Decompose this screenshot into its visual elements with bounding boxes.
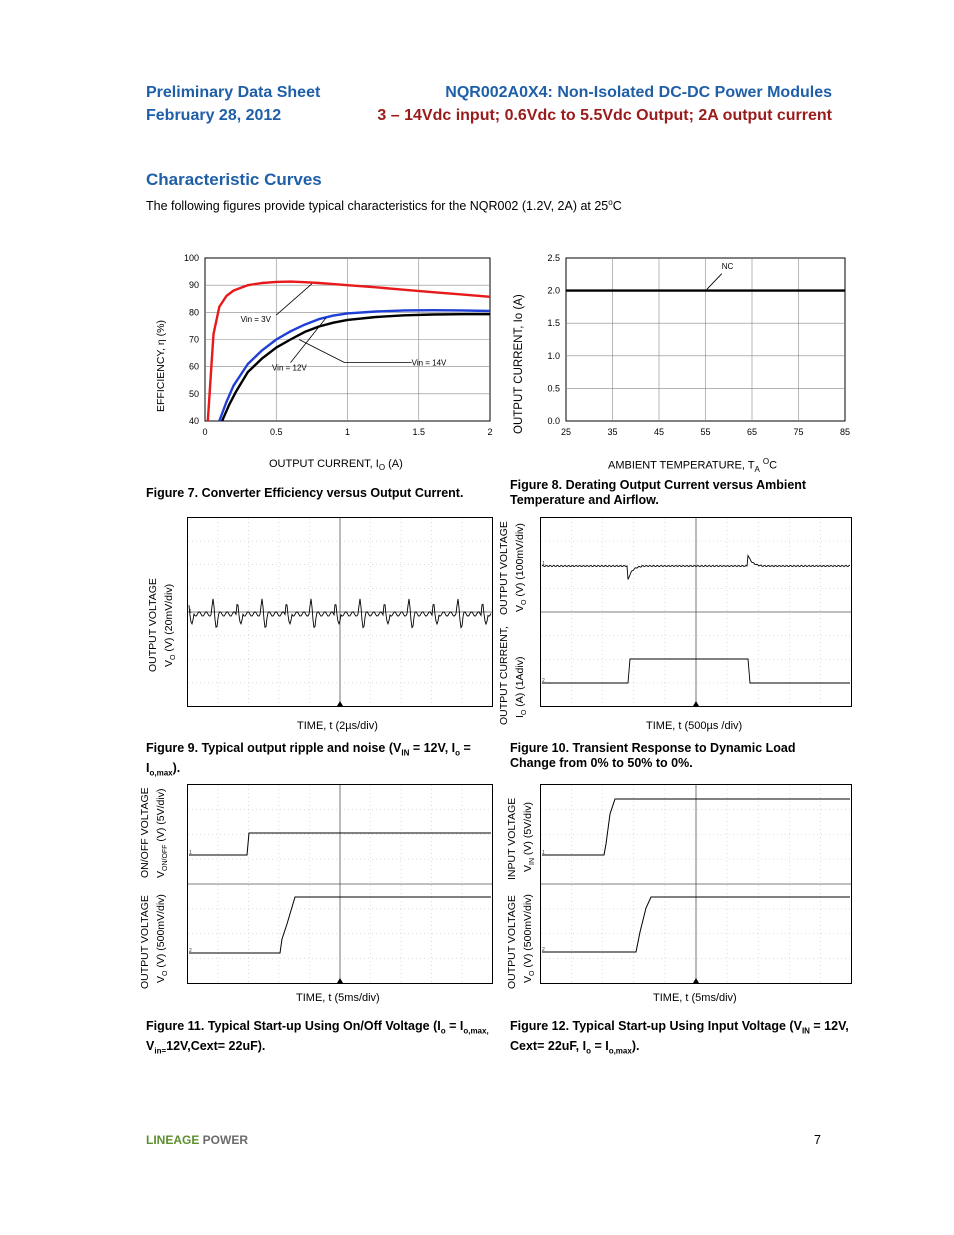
fig11-xlabel: TIME, t (5ms/div) [296, 992, 380, 1004]
fig8-ytick-label: 2.5 [547, 253, 560, 263]
header-doc-type: Preliminary Data Sheet [146, 84, 321, 101]
intro-text: The following figures provide typical characteristics for the NQR002 (1.2V, 2A) at 25 [146, 199, 609, 214]
fig7-ytick-label: 90 [188, 280, 199, 291]
fig9-ylabel-unit: (V) (20mV/div) [163, 583, 175, 655]
fig10-channel-2-marker: 2 [542, 678, 545, 684]
fig9-cap-a: Figure 9. Typical output ripple and noise (V [146, 741, 402, 755]
fig9-cap-sub2: o [455, 748, 461, 758]
fig10-caption: Figure 10. Transient Response to Dynamic Load Change from 0% to 50% to 0%. [510, 741, 796, 770]
fig12-xlabel: TIME, t (5ms/div) [653, 992, 737, 1004]
fig12-cap-sub1: IN [801, 1026, 810, 1036]
fig11-cap-sub2: o,max, [463, 1026, 489, 1036]
fig12-caption [510, 1019, 850, 1058]
fig8-ytick-label: 2.0 [547, 285, 560, 296]
fig10-xlabel: TIME, t (500µs /div) [646, 720, 743, 732]
fig8-xtick-label: 45 [653, 427, 665, 437]
fig12-channel-1-marker: 1 [542, 850, 545, 856]
fig7-xlabel-unit: (A) [385, 458, 403, 470]
fig11-ylabel-top-sub: ON/OFF [162, 844, 170, 871]
fig8-annotation-nc: NC [721, 262, 734, 272]
fig10-ylabel-top-v: V [514, 604, 526, 612]
fig7-xtick-label: 0.5 [269, 427, 283, 437]
footer-brand [146, 1133, 248, 1147]
fig12-ylabel-top-v: V [522, 864, 534, 872]
fig11-cap-sub1: o [440, 1026, 446, 1036]
fig10-ylabel-top-2 [514, 523, 528, 612]
fig10-ylabel-top-unit: (V) (100mV/div) [514, 523, 526, 600]
fig7-ytick-label: 60 [188, 361, 199, 372]
fig8-xtick-label: 75 [793, 427, 804, 437]
fig12-ylabel-bot-2 [522, 894, 536, 983]
fig8-xtick-label: 65 [746, 427, 758, 437]
fig7-ytick-label: 100 [183, 253, 199, 263]
fig11-cap-b: = I [445, 1019, 464, 1033]
fig7-xtick-label: 1 [344, 427, 351, 437]
fig7-ytick-label: 40 [188, 416, 199, 426]
fig8-ytick-label: 1.0 [547, 350, 560, 361]
fig7-ytick-label: 80 [188, 307, 199, 318]
fig11-cap-d: 12V,Cext= 22uF). [166, 1038, 266, 1053]
footer-brand-power: POWER [199, 1133, 249, 1147]
fig7-annotation-3v: Vin = 3V [240, 314, 271, 324]
fig11-ylabel-top-unit: (V) (5V/div) [155, 788, 167, 845]
fig11-channel-1-marker: 1 [189, 850, 192, 856]
fig8-xlabel-sup: O [762, 457, 770, 466]
header-product-title: NQR002A0X4: Non-Isolated DC-DC Power Modules [445, 84, 832, 101]
fig12-cap-b: = 12V, Cext= 22uF, I [510, 1019, 849, 1053]
fig12-cap-a: Figure 12. Typical Start-up Using Input Voltage (V [510, 1019, 802, 1033]
fig12-ylabel-bot-unit: (V) (500mV/div) [522, 894, 534, 971]
fig11-ylabel-bot-v: V [155, 975, 167, 983]
fig10-ylabel-bot-1: OUTPUT CURRENT, [498, 626, 510, 725]
fig9-channel-marker: 1 [189, 609, 192, 615]
fig8-xlabel [608, 457, 777, 474]
fig12-ylabel-top-unit: (V) (5V/div) [522, 801, 534, 858]
fig7-xtick-label: 1.5 [412, 427, 426, 437]
fig11-caption [146, 1019, 496, 1058]
fig7-xlabel-sub: O [378, 463, 386, 473]
fig9-cap-c: = I [146, 741, 471, 775]
derating-chart [530, 248, 860, 443]
fig9-xlabel: TIME, t (2µs/div) [297, 720, 378, 732]
ripple-scope [187, 517, 493, 707]
fig7-xlabel [269, 458, 403, 472]
transient-scope [540, 517, 852, 707]
fig11-cap-a: Figure 11. Typical Start-up Using On/Off Voltage (I [146, 1019, 441, 1033]
fig12-cap-sub2: o [586, 1046, 591, 1055]
efficiency-chart [140, 248, 500, 443]
fig8-xtick-label: 25 [560, 427, 572, 437]
fig7-ytick-label: 50 [188, 388, 199, 399]
fig11-ylabel-bot-sub: O [162, 970, 170, 976]
header-date: February 28, 2012 [146, 107, 282, 124]
footer-brand-lineage: LINEAGE [146, 1133, 200, 1147]
fig7-caption: Figure 7. Converter Efficiency versus Output Current. [146, 486, 464, 500]
fig12-ylabel-top-sub: IN [529, 857, 537, 865]
fig12-cap-d: ). [631, 1038, 640, 1053]
fig12-channel-2-marker: 2 [542, 947, 545, 953]
fig7-ytick-label: 70 [188, 334, 199, 345]
fig10-ylabel-bot-i: I [514, 715, 526, 718]
intro-sup: o [608, 198, 613, 207]
fig8-caption: Figure 8. Derating Output Current versus Ambient Temperature and Airflow. [510, 478, 807, 507]
fig8-xtick-label: 35 [607, 427, 618, 437]
fig7-annotation-14v: Vin = 14V [411, 358, 447, 368]
fig11-ylabel-top-2 [155, 789, 169, 878]
fig8-xlabel-text: AMBIENT TEMPERATURE, T [608, 459, 755, 472]
fig11-ylabel-bot-2 [155, 894, 169, 983]
section-title: Characteristic Curves [146, 170, 322, 189]
fig12-ylabel-top-1: INPUT VOLTAGE [506, 797, 518, 880]
fig11-cap-sub3: in= [154, 1046, 167, 1055]
fig8-ytick-label: 0.0 [547, 416, 560, 426]
fig11-ylabel-top-1: ON/OFF VOLTAGE [139, 787, 151, 878]
fig10-channel-1-marker: 1 [542, 561, 545, 567]
page-number: 7 [814, 1133, 821, 1147]
fig12-ylabel-bot-sub: O [529, 970, 537, 976]
fig8-xtick-label: 55 [700, 427, 711, 437]
onoff-startup-scope [187, 784, 493, 984]
fig12-ylabel-bot-v: V [522, 975, 534, 983]
fig11-ylabel-top-v: V [155, 870, 167, 878]
fig10-ylabel-bot-unit: (A) (1Adiv) [514, 656, 526, 710]
fig8-xlabel-sub: A [754, 464, 760, 474]
fig9-ylabel-v: V [163, 659, 175, 667]
fig7-xtick-label: 2 [487, 427, 493, 437]
fig7-annotation-12v: Vin = 12V [271, 363, 307, 373]
fig11-cap-c: V [146, 1038, 155, 1053]
fig8-xlabel-unit: C [769, 459, 778, 472]
fig8-ylabel: OUTPUT CURRENT, Io (A) [513, 294, 525, 434]
fig12-cap-c: = I [590, 1038, 609, 1053]
fig9-cap-b: = 12V, I [409, 741, 456, 755]
fig9-ylabel-sub: O [170, 654, 178, 660]
fig9-ylabel-1: OUTPUT VOLTAGE [147, 578, 159, 672]
fig9-cap-sub3: o,max [149, 768, 173, 777]
input-startup-scope [540, 784, 852, 984]
fig12-ylabel-top-2 [522, 802, 536, 872]
fig8-ytick-label: 0.5 [547, 383, 560, 394]
fig7-ylabel: EFFICIENCY, η (%) [155, 320, 167, 412]
fig7-xlabel-text: OUTPUT CURRENT, I [269, 458, 379, 470]
fig8-xtick-label: 85 [839, 427, 851, 437]
fig9-caption [146, 741, 496, 780]
fig7-xtick-label: 0 [202, 427, 208, 437]
fig11-ylabel-bot-1: OUTPUT VOLTAGE [139, 895, 151, 989]
fig8-ytick-label: 1.5 [547, 318, 560, 329]
fig9-ylabel-2 [163, 584, 177, 667]
intro-unit: C [612, 199, 622, 214]
fig9-cap-sub1: IN [401, 748, 410, 758]
section-intro [146, 198, 622, 213]
fig10-ylabel-top-1: OUTPUT VOLTAGE [498, 521, 510, 615]
fig12-cap-sub3: o,max [608, 1046, 632, 1055]
fig11-ylabel-bot-unit: (V) (500mV/div) [155, 894, 167, 971]
fig12-ylabel-bot-1: OUTPUT VOLTAGE [506, 895, 518, 989]
fig10-ylabel-bot-2 [514, 657, 528, 718]
fig10-ylabel-bot-sub: O [521, 709, 529, 716]
fig9-cap-d: ). [172, 760, 181, 775]
fig11-channel-2-marker: 2 [189, 948, 192, 954]
fig10-ylabel-top-sub: O [521, 599, 529, 605]
header-product-subtitle: 3 – 14Vdc input; 0.6Vdc to 5.5Vdc Output; 2A output current [377, 107, 832, 124]
